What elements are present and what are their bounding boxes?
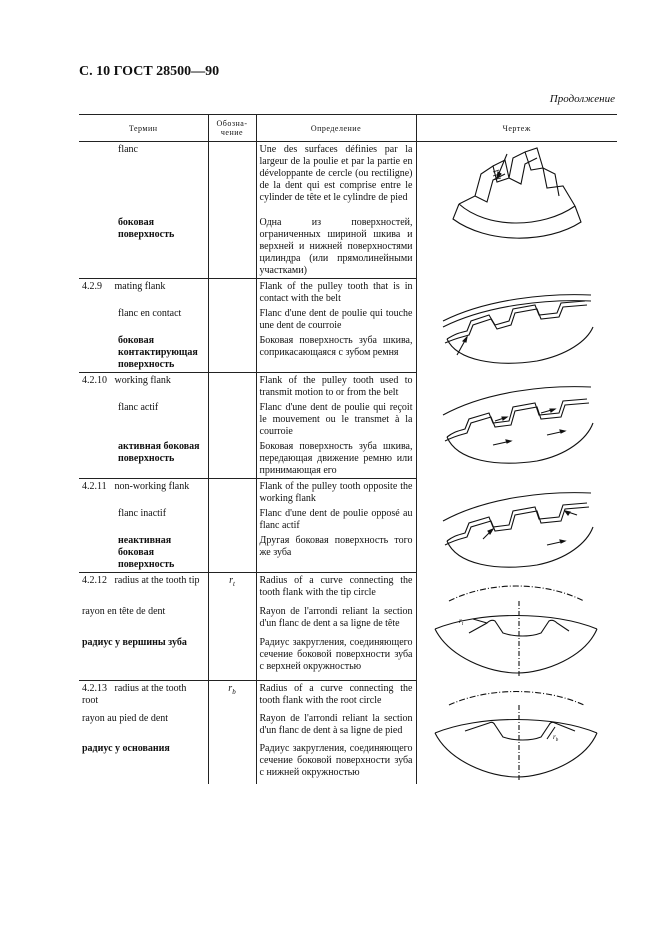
term-cell (79, 400, 208, 439)
symbol-cell (208, 306, 256, 333)
symbol-cell (208, 506, 256, 533)
symbol: r (229, 575, 233, 586)
definition-ru: Радиус закругления, соединяющего сечение боковой поверхности зуба с верхней окружностью (256, 635, 416, 680)
non-working-flank-drawing (437, 481, 597, 571)
definition-fr: Une des surfaces définies par la largeur de la poulie et par la partie en développante de cercle (ou rectiligne) de la dent qui est comprise entre le cylinder de tête et le cylindre de pied (256, 142, 416, 216)
term-en: radius at the tooth tip (114, 575, 200, 586)
column-header-term: Термин (79, 115, 208, 142)
table-row (79, 573, 617, 605)
term-cell (79, 573, 208, 605)
term-ru: радиус у основания (82, 742, 170, 754)
term-fr: flanc actif (118, 402, 159, 413)
term-fr: flanc inactif (118, 508, 167, 519)
definition-fr: Rayon de l'arrondi reliant la section d'un flanc de dent à sa ligne de pied (256, 711, 416, 741)
definition-fr: Flanc d'une dent de poulie qui touche une dent de courroie (256, 306, 416, 333)
term-cell (79, 333, 208, 373)
symbol-cell (208, 635, 256, 680)
term-cell (79, 439, 208, 479)
term-number: 4.2.12 (82, 575, 107, 586)
term-cell (79, 373, 208, 401)
drawing-cell (416, 573, 617, 681)
definition-en: Flank of the pulley tooth used to transmit motion to or from the belt (256, 373, 416, 401)
root-radius-label: $r_b$ (553, 732, 559, 743)
definition-en: Flank of the pulley tooth that is in contact with the belt (256, 279, 416, 307)
term-en: non-working flank (114, 481, 190, 492)
working-flank-drawing (437, 375, 597, 470)
term-cell (79, 604, 208, 635)
definition-fr: Flanc d'une dent de poulie qui reçoit le mouvement ou le transmet à la courroie (256, 400, 416, 439)
symbol-cell (208, 741, 256, 784)
definition-fr: Flanc d'une dent de poulie opposé au flanc actif (256, 506, 416, 533)
symbol-cell (208, 604, 256, 635)
definition-en: Flank of the pulley tooth opposite the working flank (256, 479, 416, 507)
term-ru: боковая поверхность (118, 217, 175, 240)
term-fr: rayon en tête de dent (82, 606, 166, 618)
drawing-cell (416, 479, 617, 573)
term-en: mating flank (114, 281, 166, 292)
symbol-cell (208, 215, 256, 279)
tip-radius-label: $r_t$ (459, 616, 464, 627)
flank-drawing-3d (447, 144, 587, 249)
definition-ru: Боковая поверхность зуба шкива, соприкасающаяся с зубом ремня (256, 333, 416, 373)
column-header-symbol: Обозна- чение (208, 115, 256, 142)
term-ru: неактивная боковая поверхность (118, 535, 175, 570)
definition-en: Radius of a curve connecting the tooth flank with the root circle (256, 681, 416, 711)
symbol-cell (208, 681, 256, 711)
term-fr: flanc en contact (118, 308, 182, 319)
term-cell (79, 635, 208, 680)
table-row (79, 373, 617, 401)
definition-ru: Одна из поверхностей, ограниченных шириной шкива и верхней и нижней поверхностями цилиндра (или прямолинейными участками) (256, 215, 416, 279)
term-en: working flank (114, 375, 171, 386)
symbol-cell (208, 373, 256, 401)
term-cell (79, 279, 208, 307)
term-cell (79, 533, 208, 573)
table-row (79, 142, 617, 216)
term-number: 4.2.13 (82, 683, 107, 694)
symbol: r (228, 683, 233, 694)
symbol-cell (208, 279, 256, 307)
symbol-cell (208, 711, 256, 741)
column-header-definition: Определение (256, 115, 416, 142)
term-en: radius at the tooth root (82, 683, 187, 706)
term-number: 4.2.9 (82, 281, 102, 292)
tip-radius-drawing (429, 575, 604, 680)
terms-table (79, 114, 617, 784)
symbol-cell (208, 439, 256, 479)
term-ru: активная боковая поверхность (118, 441, 200, 464)
table-header-row (79, 115, 617, 142)
table-row (79, 681, 617, 711)
symbol-cell (208, 533, 256, 573)
mating-flank-drawing (437, 281, 597, 369)
symbol-cell (208, 333, 256, 373)
drawing-cell (416, 681, 617, 784)
drawing-cell (416, 279, 617, 373)
term-fr: rayon au pied de dent (82, 712, 169, 724)
term-ru: радиус у вершины зуба (82, 637, 187, 649)
definition-ru: Боковая поверхность зуба шкива, передающая движение ремню или принимающая его (256, 439, 416, 479)
symbol-subscript: b (232, 688, 236, 696)
definition-fr: Rayon de l'arrondi reliant la section d'un flanc de dent a sa ligne de tête (256, 604, 416, 635)
symbol-cell (208, 400, 256, 439)
continuation-label: Продолжение (549, 93, 615, 105)
table-row (79, 279, 617, 307)
table-row (79, 479, 617, 507)
term-fr: flanc (118, 144, 138, 155)
definition-ru: Радиус закругления, соединяющего сечение боковой поверхности зуба с нижней окружностью (256, 741, 416, 784)
term-cell (79, 681, 208, 711)
drawing-cell (416, 142, 617, 279)
symbol-cell (208, 142, 256, 216)
term-number: 4.2.11 (82, 481, 107, 492)
term-number: 4.2.10 (82, 375, 107, 386)
symbol-cell (208, 573, 256, 605)
term-ru: боковая контактирующая поверхность (118, 335, 198, 370)
drawing-cell (416, 373, 617, 479)
term-cell (79, 306, 208, 333)
term-cell (79, 215, 208, 279)
root-radius-drawing (429, 683, 604, 783)
term-cell (79, 506, 208, 533)
page-header: С. 10 ГОСТ 28500—90 (79, 64, 220, 79)
term-cell (79, 711, 208, 741)
symbol-subscript: t (232, 580, 235, 588)
term-cell (79, 142, 208, 216)
term-cell (79, 479, 208, 507)
term-cell (79, 741, 208, 784)
column-header-drawing: Чертеж (416, 115, 617, 142)
definition-ru: Другая боковая поверхность того же зуба (256, 533, 416, 573)
definition-en: Radius of a curve connecting the tooth flank with the tip circle (256, 573, 416, 605)
symbol-cell (208, 479, 256, 507)
